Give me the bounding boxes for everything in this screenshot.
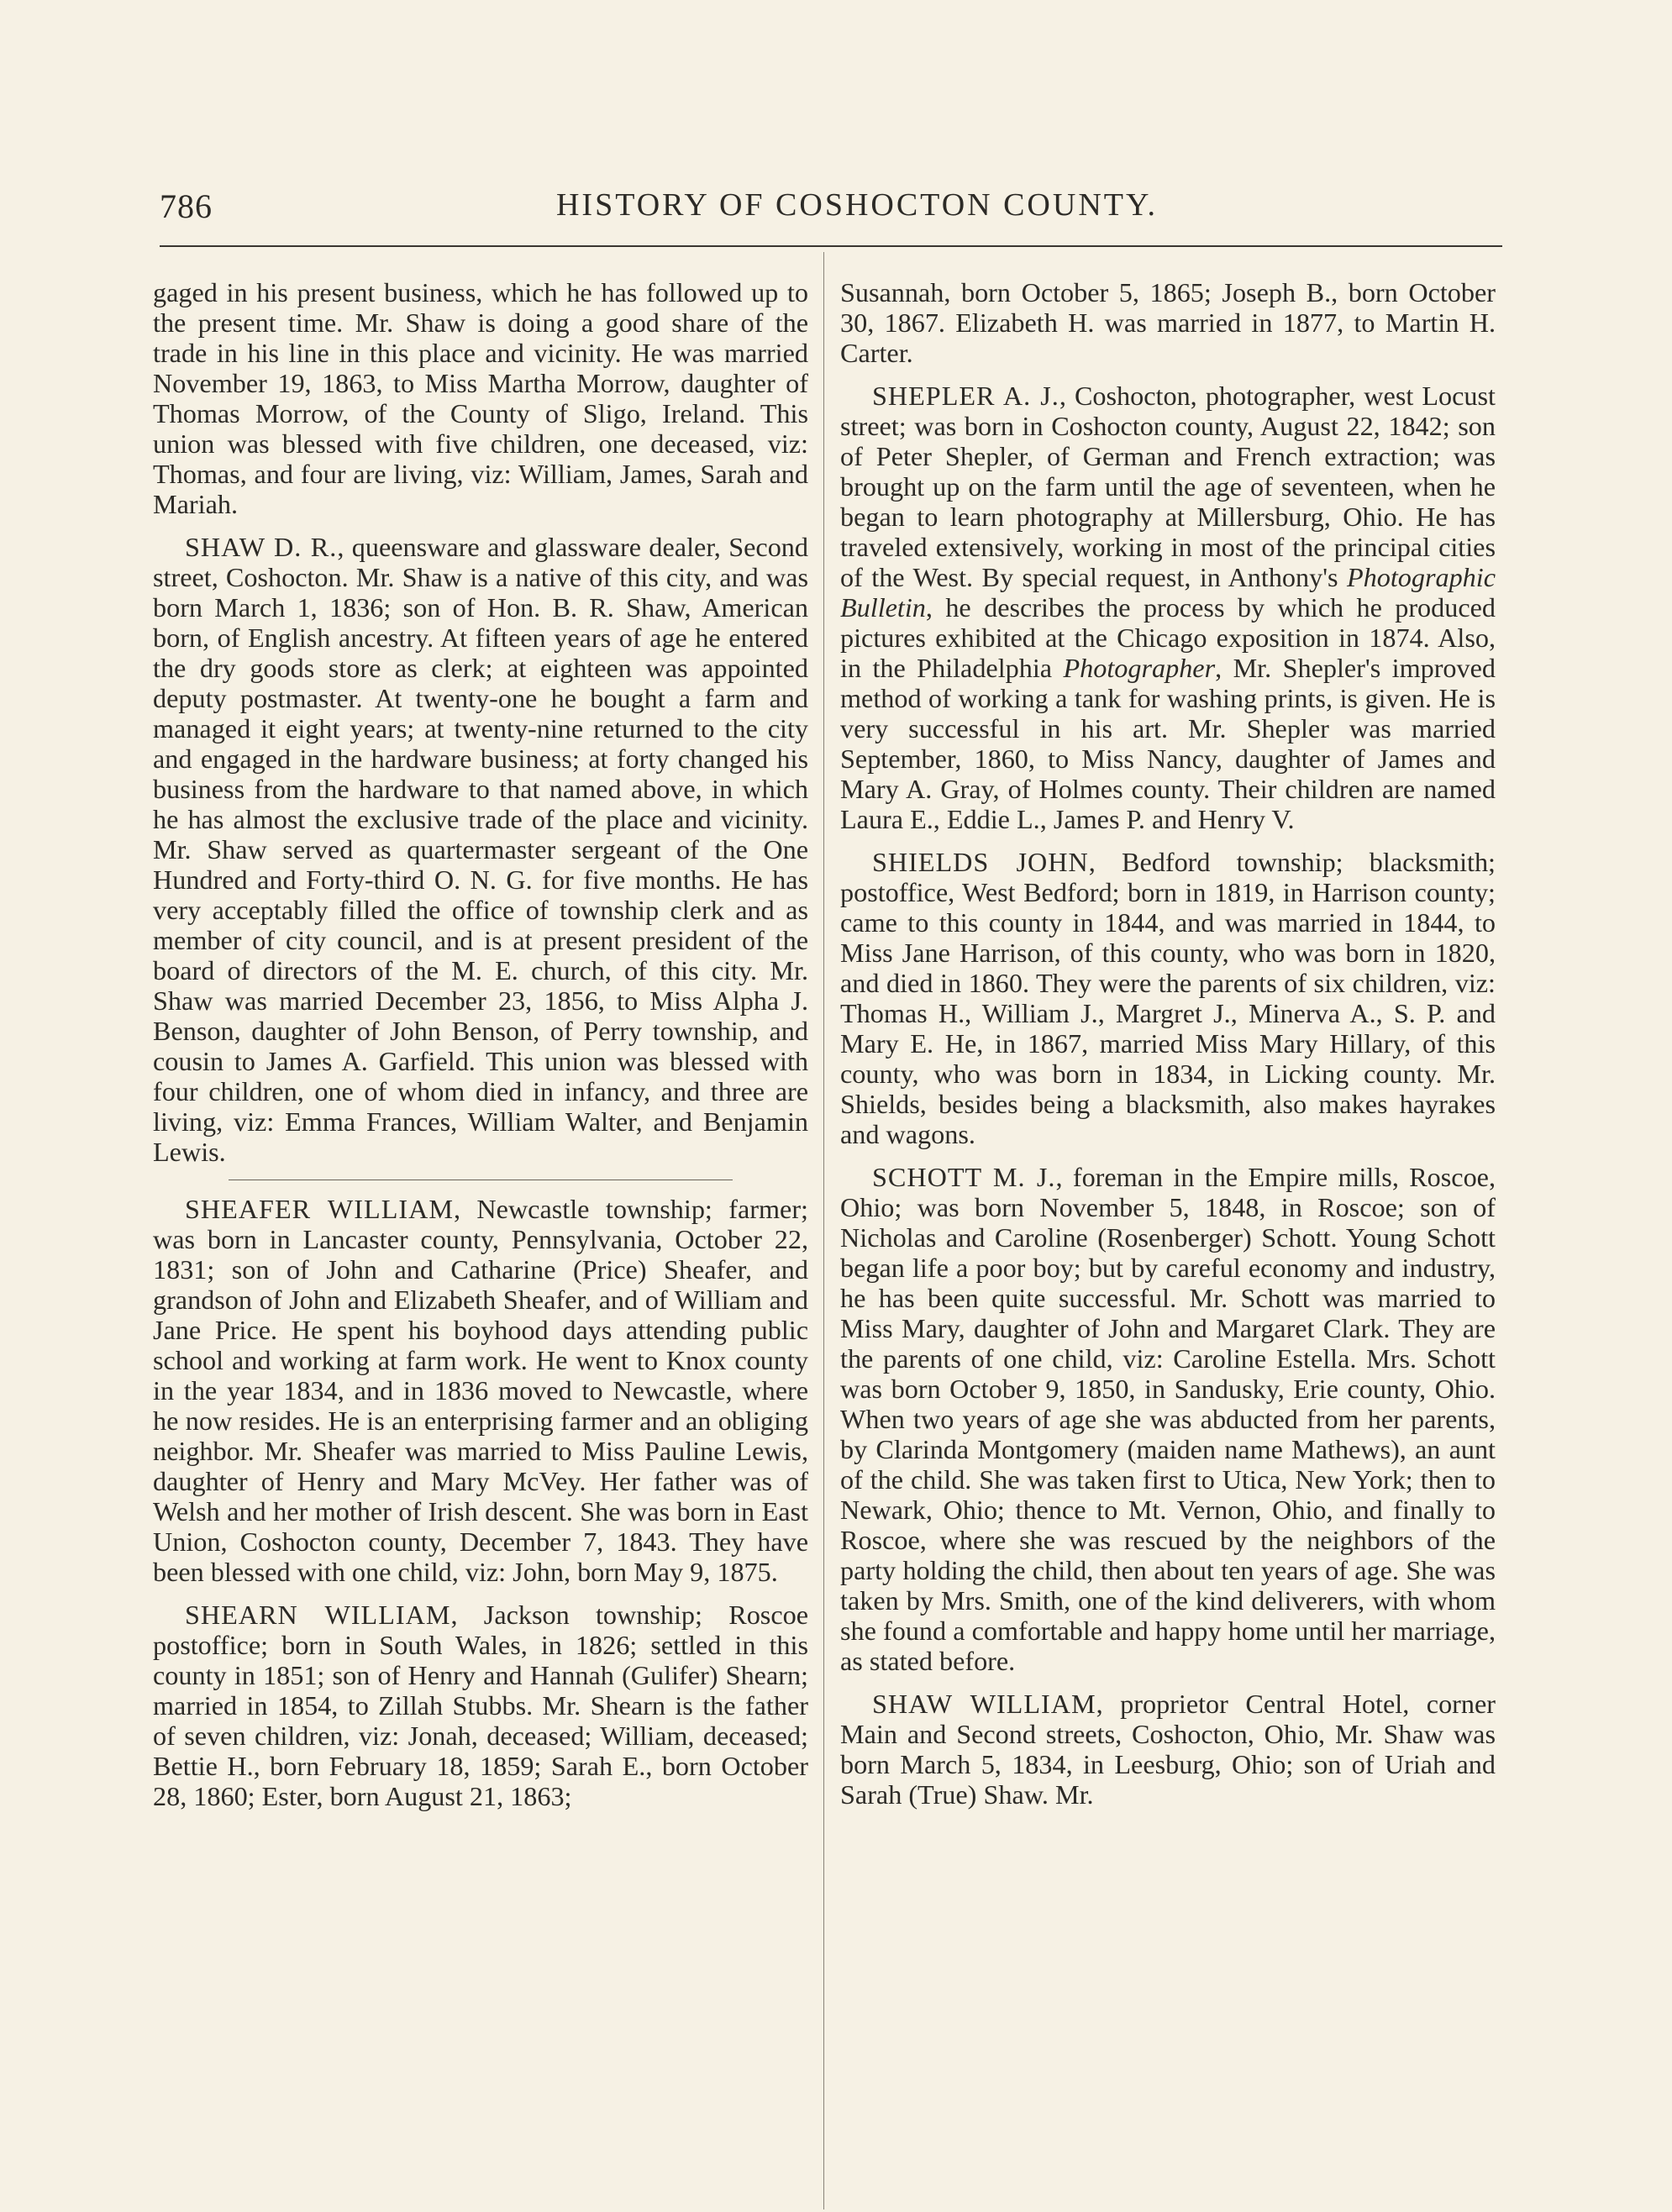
running-title: HISTORY OF COSHOCTON COUNTY. — [555, 187, 1159, 223]
entry-text: , Bedford township; blacksmith; postoffice, West Bedford; born in 1819, in Harrison county; came to this county in 1844, and was married in 1844, to Miss Jane Harrison, of this county, who was born in 1820, and died in 1860. They were the parents of six children, viz: Thomas H., William J., Margret J., Minerva A., S. P. and Mary E. He, in 1867, married Miss Mary Hillary, of this county, who was born in 1834, in Licking county. Mr. Shields, besides being a blacksmith, also makes hayrakes and wagons. — [840, 847, 1496, 1149]
entry-shields-john — [840, 847, 1496, 1149]
entry-text: , foreman in the Empire mills, Roscoe, Ohio; was born November 5, 1848, in Roscoe; son of Nicholas and Caroline (Rosenberger) Schott. Young Schott began life a poor boy; but by careful economy and industry, he has been quite successful. Mr. Schott was married to Miss Mary, daughter of John and Margaret Clark. They are the parents of one child, viz: Caroline Estella. Mrs. Schott was born October 9, 1850, in Sandusky, Erie county, Ohio. When two years of age she was abducted from her parents, by Clarinda Montgomery (maiden name Mathews), an aunt of the child. She was taken first to Utica, New York; then to Newark, Ohio; thence to Mt. Vernon, Ohio, and finally to Roscoe, where she was rescued by the neighbors of the party holding the child, then about ten years of age. She was taken by Mrs. Smith, one of the kind deliverers, with whom she found a comfortable and happy home until her marriage, as stated before. — [840, 1162, 1496, 1676]
publication-title: Photographic Bulletin — [840, 562, 1496, 623]
entry-text: , Newcastle township; farmer; was born in Lancaster county, Pennsylvania, October 22, 1831; son of John and Catharine (Price) Sheafer, and grandson of John and Elizabeth Sheafer, and of William and Jane Price. He spent his boyhood days attending public school and working at farm work. He went to Knox county in the year 1834, and in 1836 moved to Newcastle, where he now resides. He is an enterprising farmer and an obliging neighbor. Mr. Sheafer was married to Miss Pauline Lewis, daughter of Henry and Mary McVey. Her father was of Welsh and her mother of Irish descent. She was born in East Union, Coshocton county, December 7, 1843. They have been blessed with one child, viz: John, born May 9, 1875. — [153, 1194, 808, 1587]
left-column — [153, 277, 808, 1824]
entry-shaw-william — [840, 1689, 1496, 1810]
entry-name: SHIELDS JOHN — [872, 847, 1089, 877]
entry-shaw-d-r — [153, 532, 808, 1167]
publication-title: Photographer — [1063, 653, 1216, 683]
entry-text: , he describes the process by which he produced pictures exhibited at the Chicago exposition in 1874. Also, in the Philadelphia — [840, 592, 1496, 683]
entry-name: SHAW WILLIAM — [872, 1689, 1096, 1719]
entry-sheafer-william — [153, 1194, 808, 1587]
entry-text: , Coshocton, photographer, west Locust street; was born in Coshocton county, August 22, 1842; son of Peter Shepler, of German and French extraction; was brought up on the farm until the age of seventeen, when he began to learn photography at Millersburg, Ohio. He has traveled extensively, working in most of the principal cities of the West. By special request, in Anthony's — [840, 381, 1496, 592]
entry-text: , Jackson township; Roscoe postoffice; born in South Wales, in 1826; settled in this county in 1851; son of Henry and Hannah (Gulifer) Shearn; married in 1854, to Zillah Stubbs. Mr. Shearn is the father of seven children, viz: Jonah, deceased; William, deceased; Bettie H., born February 18, 1859; Sarah E., born October 28, 1860; Ester, born August 21, 1863; — [153, 1600, 808, 1811]
entry-shepler-a-j — [840, 381, 1496, 834]
entry-name: SHEAFER WILLIAM — [185, 1194, 454, 1224]
entry-text: , Mr. Shepler's improved method of working a tank for washing prints, is given. He is very successful in his art. Mr. Shepler was married September, 1860, to Miss Nancy, daughter of James and Mary A. Gray, of Holmes county. Their children are named Laura E., Eddie L., James P. and Henry V. — [840, 653, 1496, 834]
entry-schott-m-j — [840, 1162, 1496, 1676]
entry-name: SCHOTT M. J. — [872, 1162, 1056, 1192]
entry-name: SHEARN WILLIAM — [185, 1600, 451, 1630]
continued-paragraph: gaged in his present business, which he has followed up to the present time. Mr. Shaw is doing a good share of the trade in his line in this place and vicinity. He was married November 19, 1863, to Miss Martha Morrow, daughter of Thomas Morrow, of the County of Sligo, Ireland. This union was blessed with five children, one deceased, viz: Thomas, and four are living, viz: William, James, Sarah and Mariah. — [153, 277, 808, 519]
continued-paragraph: Susannah, born October 5, 1865; Joseph B., born October 30, 1867. Elizabeth H. was married in 1877, to Martin H. Carter. — [840, 277, 1496, 368]
column-divider — [823, 252, 824, 2209]
header-rule — [160, 245, 1502, 247]
page-number: 786 — [160, 187, 213, 225]
entry-name: SHEPLER A. J. — [872, 381, 1059, 411]
entry-shearn-william — [153, 1600, 808, 1811]
entry-text: , queensware and glassware dealer, Second street, Coshocton. Mr. Shaw is a native of this city, and was born March 1, 1836; son of Hon. B. R. Shaw, American born, of English ancestry. At fifteen years of age he entered the dry goods store as clerk; at eighteen was appointed deputy postmaster. At twenty-one he bought a farm and managed it eight years; at twenty-nine returned to the city and engaged in the hardware business; at forty changed his business from the hardware to that named above, in which he has almost the exclusive trade of the place and vicinity. Mr. Shaw served as quartermaster sergeant of the One Hundred and Forty-third O. N. G. for five months. He has very acceptably filled the office of township clerk and as member of city council, and is at present president of the board of directors of the M. E. church, of this city. Mr. Shaw was married December 23, 1856, to Miss Alpha J. Benson, daughter of John Benson, of Perry township, and cousin to James A. Garfield. This union was blessed with four children, one of whom died in infancy, and three are living, viz: Emma Frances, William Walter, and Benjamin Lewis. — [153, 532, 808, 1167]
entry-name: SHAW D. R. — [185, 532, 338, 562]
right-column — [840, 277, 1496, 1822]
entry-text: , proprietor Central Hotel, corner Main and Second streets, Coshocton, Ohio, Mr. Shaw was born March 5, 1834, in Leesburg, Ohio; son of Uriah and Sarah (True) Shaw. Mr. — [840, 1689, 1496, 1810]
page-header — [160, 187, 1554, 234]
